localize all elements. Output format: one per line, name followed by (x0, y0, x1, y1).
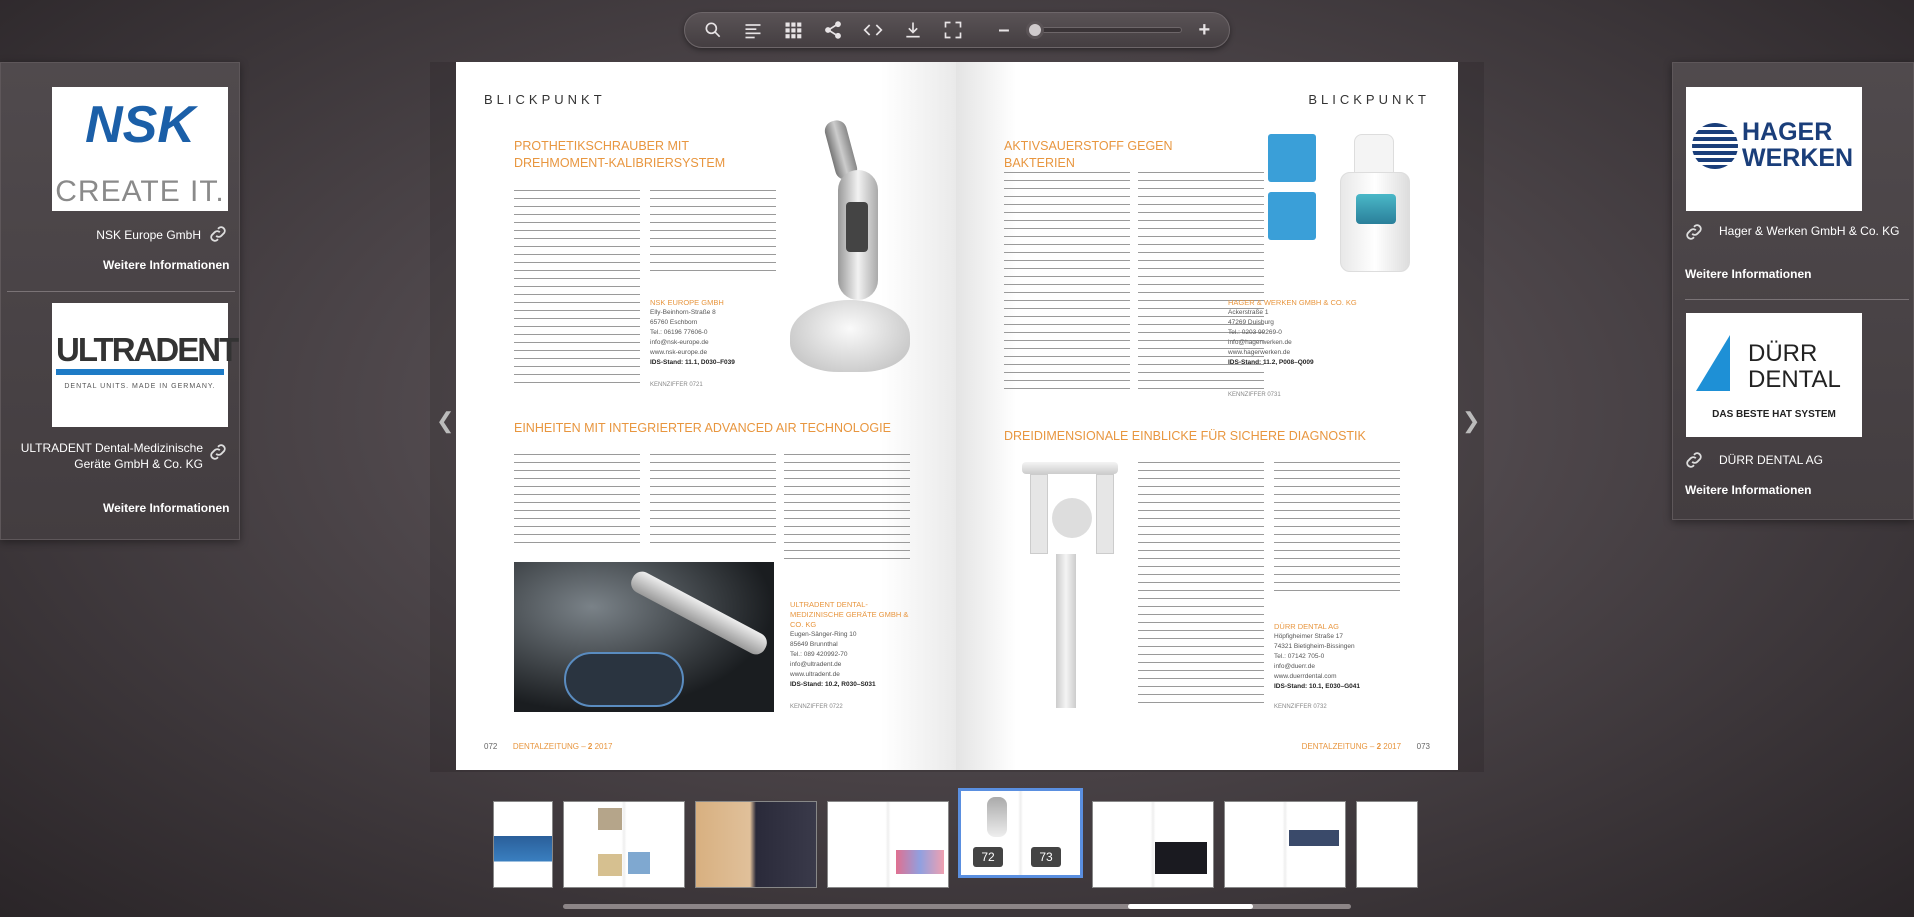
article-text-column (784, 454, 910, 570)
page-number: 072 (484, 742, 498, 751)
product-image-xray-device (1012, 458, 1120, 712)
link-icon (1683, 221, 1705, 243)
duerr-triangle-icon (1696, 335, 1730, 391)
contact-block: ULTRADENT DENTAL-MEDIZINISCHE GERÄTE GMBH & CO. KG Eugen-Sänger-Ring 10 85649 Brunnthal Tel.: 089 420992-70 info@ultradent.de www.ultradent.de IDS-Stand: 10.2, R030–S031 (790, 600, 920, 690)
contact-company: HAGER & WERKEN GMBH & CO. KG (1228, 298, 1357, 307)
article-text-column (650, 190, 776, 278)
next-page-arrow[interactable]: ❯ (1462, 408, 1481, 433)
thumbnail-page[interactable] (493, 801, 553, 888)
more-info-link[interactable]: Weitere Informationen (103, 258, 230, 272)
thumbnail-page[interactable] (1356, 801, 1418, 888)
kennziffer: KENNZIFFER 0722 (790, 704, 843, 710)
contact-company: ULTRADENT DENTAL-MEDIZINISCHE GERÄTE GMBH & CO. KG (790, 600, 909, 629)
duerr-logo-subtext: DAS BESTE HAT SYSTEM (1712, 409, 1836, 420)
sponsor-link-button[interactable] (1683, 449, 1705, 471)
ultradent-logo[interactable] (52, 303, 238, 427)
share-button[interactable] (819, 16, 846, 44)
panel-divider (1685, 299, 1909, 300)
link-icon (207, 223, 229, 245)
zoom-out-button[interactable]: – (998, 18, 1010, 41)
footer-year: 2017 (594, 742, 613, 751)
footer-issue: 2 (1376, 742, 1382, 751)
article-title: AKTIVSAUERSTOFF GEGEN BAKTERIEN (1004, 139, 1173, 170)
zoom-in-button[interactable]: + (1198, 18, 1211, 41)
product-image-bottle (1326, 134, 1426, 284)
fullscreen-icon (943, 20, 963, 40)
hager-globe-icon (1692, 123, 1738, 169)
nsk-logo-text: NSK (85, 96, 195, 154)
contact-block: DÜRR DENTAL AG Höpfigheimer Straße 17 74321 Bietigheim-Bissingen Tel.: 07142 705-0 info@duerr.de www.duerrdental.com IDS-Stand: 10.1, E030–G041 (1274, 622, 1404, 692)
ultradent-logo-text: ULTRADENT (56, 331, 238, 368)
right-sponsor-panel (1672, 62, 1914, 520)
thumbnail-spread[interactable] (695, 801, 817, 888)
thumbnail-spread[interactable] (1092, 801, 1214, 888)
toc-button[interactable] (739, 16, 766, 44)
grid-button[interactable] (779, 16, 806, 44)
contact-company: DÜRR DENTAL AG (1274, 622, 1340, 631)
page-header: BLICKPUNKT (1308, 92, 1430, 107)
ids-stand: IDS-Stand: 11.1, D030–F039 (650, 359, 735, 366)
article-text-column (650, 454, 776, 554)
article-text-column (514, 454, 640, 554)
sponsor-link-button[interactable] (207, 441, 229, 463)
footer-issue: 2 (587, 742, 593, 751)
zoom-slider-knob[interactable] (1026, 21, 1044, 39)
duerr-dental-logo[interactable] (1686, 313, 1862, 437)
thumbnail-spread-active[interactable] (958, 788, 1083, 878)
article-text-column (1004, 172, 1130, 402)
more-info-link[interactable]: Weitere Informationen (1685, 267, 1812, 281)
product-icon-implant (1268, 134, 1316, 182)
left-sponsor-panel (0, 62, 240, 540)
page-number: 073 (1416, 742, 1430, 751)
article-text-column (1138, 462, 1264, 712)
sponsor-link-button[interactable] (207, 223, 229, 245)
ultradent-logo-subtext: DENTAL UNITS. MADE IN GERMANY. (64, 383, 216, 390)
thumbnail-scrollbar[interactable] (563, 904, 1351, 909)
sponsor-name: NSK Europe GmbH (96, 228, 201, 242)
product-image-turbine (514, 562, 774, 712)
article-text-column (514, 190, 640, 390)
page-footer: DENTALZEITUNG – 2 2017 073 (1301, 742, 1430, 751)
thumbnail-page-number: 72 (973, 847, 1003, 867)
sponsor-link-button[interactable] (1683, 221, 1705, 243)
ids-stand: IDS-Stand: 10.2, R030–S031 (790, 681, 876, 688)
download-button[interactable] (900, 16, 927, 44)
ids-stand: IDS-Stand: 10.1, E030–G041 (1274, 683, 1360, 690)
share-icon (823, 20, 843, 40)
panel-divider (7, 291, 235, 292)
sponsor-name: DÜRR DENTAL AG (1719, 453, 1824, 467)
article-title: DREIDIMENSIONALE EINBLICKE FÜR SICHERE DIAGNOSTIK (1004, 429, 1366, 443)
article-title: PROTHETIKSCHRAUBER MIT DREHMOMENT-KALIBRIERSYSTEM (514, 139, 726, 170)
page-footer: 072 DENTALZEITUNG – 2 2017 (484, 742, 613, 751)
contact-company: NSK EUROPE GMBH (650, 298, 724, 307)
page-header: BLICKPUNKT (484, 92, 606, 107)
product-icon-protection (1268, 192, 1316, 240)
embed-button[interactable] (859, 16, 886, 44)
thumbnail-scrollbar-thumb[interactable] (1128, 904, 1253, 909)
toc-icon (743, 20, 763, 40)
duerr-logo-text: DÜRR DENTAL (1748, 340, 1841, 393)
viewer-toolbar (684, 12, 1230, 48)
zoom-slider[interactable] (1027, 27, 1182, 33)
grid-icon (783, 20, 803, 40)
contact-block: HAGER & WERKEN GMBH & CO. KG Ackerstraße 1 47269 Duisburg Tel.: 0203 99269-0 info@hagerwerken.de www.hagerwerken.de IDS-Stand: 11.2, P008–Q009 (1228, 298, 1357, 366)
article-text-column (1274, 462, 1400, 598)
link-icon (1683, 449, 1705, 471)
kennziffer: KENNZIFFER 0721 (650, 382, 703, 388)
product-image-handpiece (782, 110, 912, 390)
thumbnail-spread[interactable] (1224, 801, 1346, 888)
more-info-link[interactable]: Weitere Informationen (103, 501, 230, 515)
thumbnail-spread[interactable] (827, 801, 949, 888)
kennziffer: KENNZIFFER 0732 (1274, 704, 1327, 710)
nsk-logo[interactable] (52, 87, 228, 211)
embed-icon (863, 20, 883, 40)
sponsor-name: ULTRADENT Dental-Medizinische Geräte GmbH & Co. KG (20, 441, 203, 471)
contact-block: NSK EUROPE GMBH Elly-Beinhorn-Straße 8 65760 Eschborn Tel.: 06196 77606-0 info@nsk-europe.de www.nsk-europe.de IDS-Stand: 11.1, D030–F039 (650, 298, 780, 368)
page-left[interactable] (456, 62, 956, 770)
thumbnail-page-number: 73 (1031, 847, 1061, 867)
thumbnail-spread[interactable] (563, 801, 685, 888)
link-icon (207, 441, 229, 463)
footer-year: 2017 (1383, 742, 1402, 751)
fullscreen-button[interactable] (940, 16, 967, 44)
article-title: EINHEITEN MIT INTEGRIERTER ADVANCED AIR TECHNOLOGIE (514, 421, 891, 435)
footer-magazine: DENTALZEITUNG (1301, 742, 1368, 751)
more-info-link[interactable]: Weitere Informationen (1685, 483, 1812, 497)
search-button[interactable] (699, 16, 726, 44)
page-right[interactable] (956, 62, 1458, 770)
hager-logo-text: HAGER WERKEN (1742, 118, 1854, 172)
footer-magazine: DENTALZEITUNG (512, 742, 579, 751)
nsk-logo-subtext: CREATE IT. (55, 175, 225, 208)
hager-werken-logo[interactable] (1686, 87, 1862, 211)
search-icon (703, 20, 723, 40)
download-icon (903, 20, 923, 40)
ids-stand: IDS-Stand: 11.2, P008–Q009 (1228, 359, 1314, 366)
prev-page-arrow[interactable]: ❮ (436, 408, 455, 433)
sponsor-name: Hager & Werken GmbH & Co. KG (1719, 224, 1900, 238)
kennziffer: KENNZIFFER 0731 (1228, 392, 1281, 398)
